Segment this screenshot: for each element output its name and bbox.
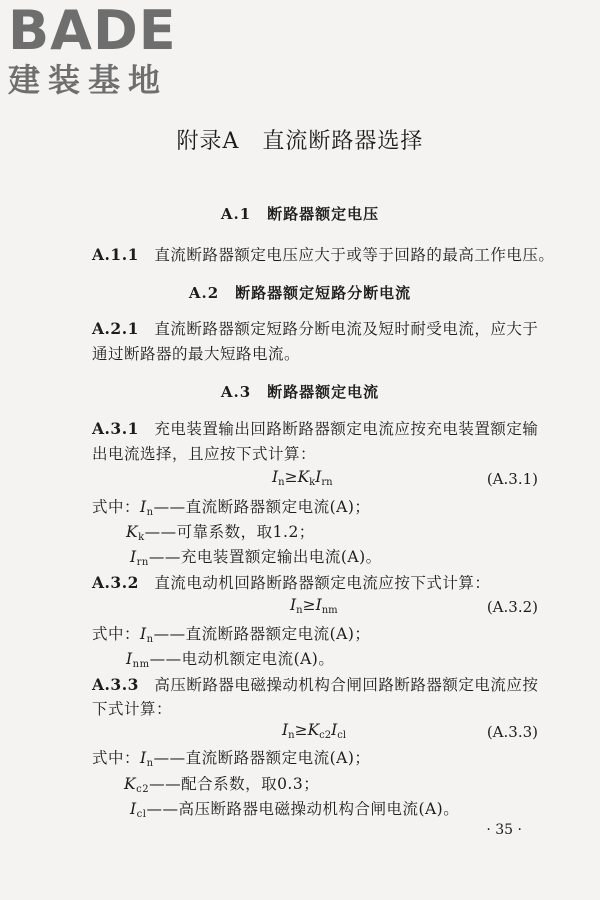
- definition-5: $I_{nm}——$电动机额定电流(A)。: [126, 650, 335, 670]
- definition-8: $I_{cl}——$高压断路器电磁操动机构合闸电流(A)。: [130, 800, 460, 820]
- formula-a31: $I_n\ge K_kI_{rn}$: [272, 468, 333, 488]
- clause-text-line2: 通过断路器的最大短路电流。: [92, 345, 301, 363]
- definition-2: $K_k——$可靠系数，取1.2；: [126, 523, 315, 543]
- formula-a33: $I_n\ge K_{c2}I_{cl}$: [282, 721, 347, 741]
- clause-text-line2: 下式计算：: [92, 700, 173, 718]
- definition-1: 式中：$I_n——$直流断路器额定电流(A)；: [92, 498, 371, 518]
- definition-6: 式中：$I_n——$直流断路器额定电流(A)；: [92, 749, 371, 769]
- clause-text-line1: 充电装置输出回路断路器额定电流应按充电装置额定输: [154, 420, 539, 438]
- section-heading-a1: A.1 断路器额定电压: [220, 205, 380, 223]
- definition-4: 式中：$I_n——$直流断路器额定电流(A)；: [92, 625, 371, 645]
- clause-a21: [92, 317, 538, 339]
- definition-3: $I_{rn}——$充电装置额定输出电流(A)。: [130, 548, 382, 568]
- formula-a32: $I_n\ge I_{nm}$: [290, 596, 338, 616]
- section-heading-a2: A.2 断路器额定短路分断电流: [188, 284, 412, 302]
- clause-number: A.2.1: [92, 319, 139, 338]
- clause-number: A.3.3: [92, 675, 139, 694]
- logo-subtitle: 建装基地: [8, 61, 169, 99]
- clause-a11: [92, 243, 554, 265]
- clause-text-line1: 高压断路器电磁操动机构合闸回路断路器额定电流应按: [154, 676, 539, 694]
- equation-number-a31: (A.3.1): [486, 470, 538, 488]
- clause-number: A.1.1: [92, 245, 139, 264]
- clause-text-line2: 出电流选择，且应按下式计算：: [92, 445, 317, 463]
- clause-a33: [92, 673, 538, 695]
- clause-a32: [92, 571, 490, 593]
- clause-text: 直流断路器额定电压应大于或等于回路的最高工作电压。: [154, 246, 555, 264]
- section-heading-a3: A.3 断路器额定电流: [220, 383, 380, 401]
- equation-number-a33: (A.3.3): [486, 723, 538, 741]
- clause-a31: [92, 417, 538, 439]
- clause-text-line1: 直流断路器额定短路分断电流及短时耐受电流，应大于: [154, 320, 539, 338]
- page-title: 附录A 直流断路器选择: [176, 129, 424, 154]
- definition-7: $K_{c2}——$配合系数，取0.3；: [124, 775, 320, 795]
- clause-number: A.3.1: [92, 419, 139, 438]
- clause-text-line1: 直流电动机回路断路器额定电流应按下式计算：: [154, 574, 491, 592]
- bade-logo: [8, 0, 177, 99]
- page-number: · 35 ·: [486, 822, 522, 838]
- clause-number: A.3.2: [92, 573, 139, 592]
- equation-number-a32: (A.3.2): [486, 598, 538, 616]
- logo-brand: BADE: [8, 0, 177, 62]
